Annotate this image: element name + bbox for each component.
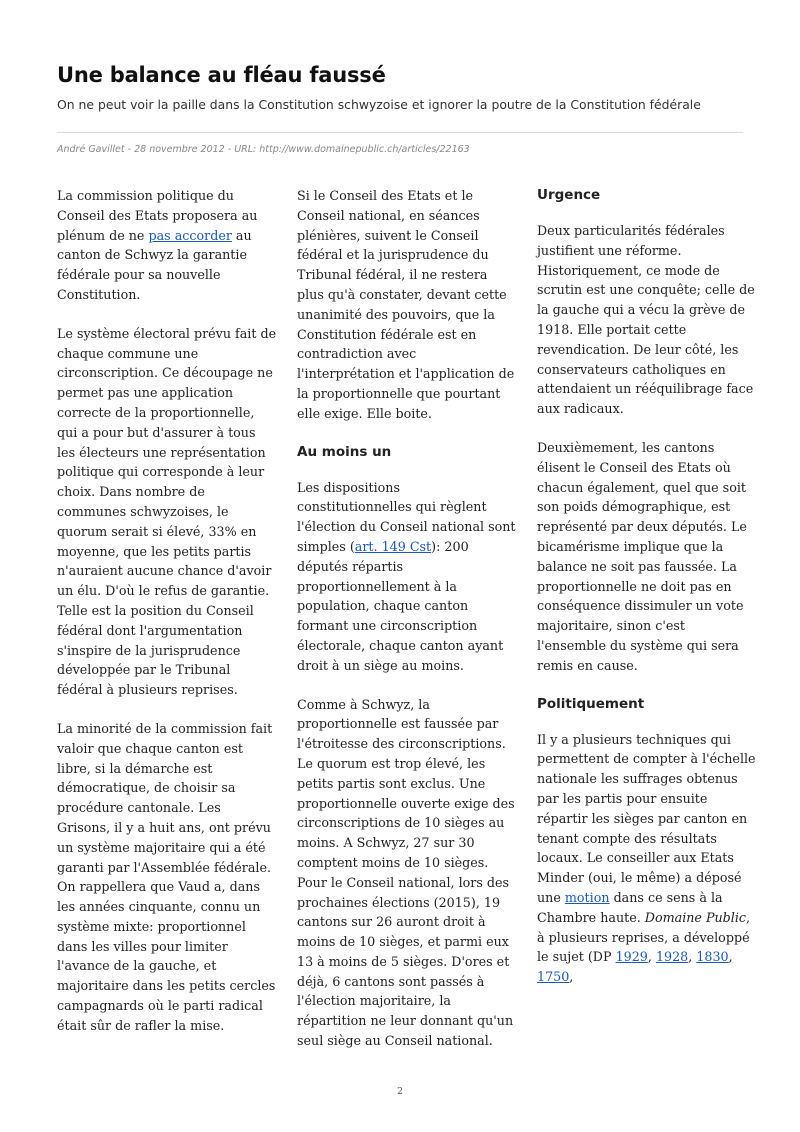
header-divider [57, 132, 743, 133]
article-meta: André Gavillet - 28 novembre 2012 - URL: http://www.domainepublic.ch/articles/22163 [57, 144, 470, 155]
paragraph: Les dispositions constitutionnelles qui règlent l'élection du Conseil national sont simples (art. 149 Cst): 200 députés répartis proportionnellement à la population, chaque canton formant une circonscription électorale, chaque canton ayant droit à un siège au moins. [297, 479, 516, 673]
paragraph: Si le Conseil des Etats et le Conseil national, en séances plénières, suivent le Conseil fédéral et la jurisprudence du Tribunal fédéral, il ne restera plus qu'à constater, devant cette unanimité des pouvoirs, que la Constitution fédérale est en contradiction avec l'interprétation et l'application de la proportionnelle que pourtant elle exige. Elle boite. [297, 188, 515, 421]
article-title: Une balance au fléau faussé [57, 63, 386, 87]
section-heading-politiquement: Politiquement [537, 695, 645, 712]
dp-1929-link[interactable]: 1929 [615, 949, 648, 965]
paragraph: La commission politique du Conseil des Etats proposera au plénum de ne pas accorder au canton de Schwyz la garantie fédérale pour sa nouvelle Constitution. [57, 188, 258, 302]
art-149-cst-link[interactable]: art. 149 Cst [354, 538, 432, 554]
paragraph: Le système électoral prévu fait de chaque commune une circonscription. Ce découpage ne permet pas une application correcte de la proportionnelle, qui a pour but d'assurer à tous les électeurs une représentation politique qui corresponde à leur choix. Dans nombre de communes schwyzoises, le quorum serait si élevé, 33% en moyenne, que les petits partis n'auraient aucune chance d'avoir un élu. D'où le refus de garantie. Telle est la position du Conseil fédéral dont l'argumentation s'inspire de la jurisprudence développée par le Tribunal fédéral à plusieurs reprises. [57, 325, 277, 698]
publication-name: Domaine Public [644, 909, 747, 925]
paragraph: Deux particularités fédérales justifient une réforme. Historiquement, ce mode de scrutin est une conquête; celle de la gauche qui a vécu la grève de 1918. Elle portait cette revendication. De leur côté, les conservateurs catholiques en attendaient un rééquilibrage face aux radicaux. [537, 223, 755, 417]
section-heading-urgence: Urgence [537, 187, 601, 203]
page-number: 2 [396, 1086, 404, 1097]
paragraph: Comme à Schwyz, la proportionnelle est faussée par l'étroitesse des circonscriptions. Le quorum est trop élevé, les petits partis sont exclus. Une proportionnelle ouverte exige des circonscriptions de 10 sièges au moins. A Schwyz, 27 sur 30 comptent moins de 10 sièges. Pour le Conseil national, lors des prochaines élections (2015), 19 cantons sur 26 auront droit à moins de 10 sièges, et parmi eux 13 à moins de 5 sièges. D'ores et déjà, 6 cantons sont passés à l'élection majoritaire, la répartition ne leur donnant qu'un seul siège au Conseil national. [297, 696, 515, 1049]
pas-accorder-link[interactable]: pas accorder [148, 227, 232, 243]
article-body [57, 186, 757, 1066]
dp-1928-link[interactable]: 1928 [655, 949, 689, 965]
article-subtitle: On ne peut voir la paille dans la Constitution schwyzoise et ignorer la poutre de la Constitution fédérale [57, 97, 701, 112]
motion-link[interactable]: motion [564, 889, 610, 905]
section-heading-au-moins-un: Au moins un [297, 443, 392, 460]
paragraph: Deuxièmement, les cantons élisent le Conseil des Etats où chacun également, quel que soit son poids démographique, est représenté par deux députés. Le bicamérisme implique que la balance ne soit pas faussée. La proportionnelle ne doit pas en conséquence dissimuler un vote majoritaire, sinon c'est l'ensemble du système qui sera remis en cause. [537, 439, 747, 673]
paragraph: La minorité de la commission fait valoir que chaque canton est libre, si la démarche est démocratique, de choisir sa procédure cantonale. Les Grisons, il y a huit ans, ont prévu un système majoritaire qui a été garanti par l'Assemblée fédérale. On rappellera que Vaud a, dans les années cinquante, connu un système mixte: proportionnel dans les villes pour limiter l'avance de la gauche, et majoritaire dans les petits cercles campagnards où le parti radical était sûr de rafler la mise. [57, 720, 276, 1033]
dp-1750-link[interactable]: 1750 [537, 969, 570, 985]
paragraph: Il y a plusieurs techniques qui permettent de compter à l'échelle nationale les suffrages obtenus par les partis pour ensuite répartir les sièges par canton en tenant compte des résultats locaux. Le conseiller aux Etats Minder (oui, le même) a déposé une motion dans ce sens à la Chambre haute. Domaine Public, à plusieurs reprises, a développé le sujet (DP 1929, 1928, 1830, 1750, [537, 731, 756, 985]
dp-1830-link[interactable]: 1830 [696, 949, 729, 965]
